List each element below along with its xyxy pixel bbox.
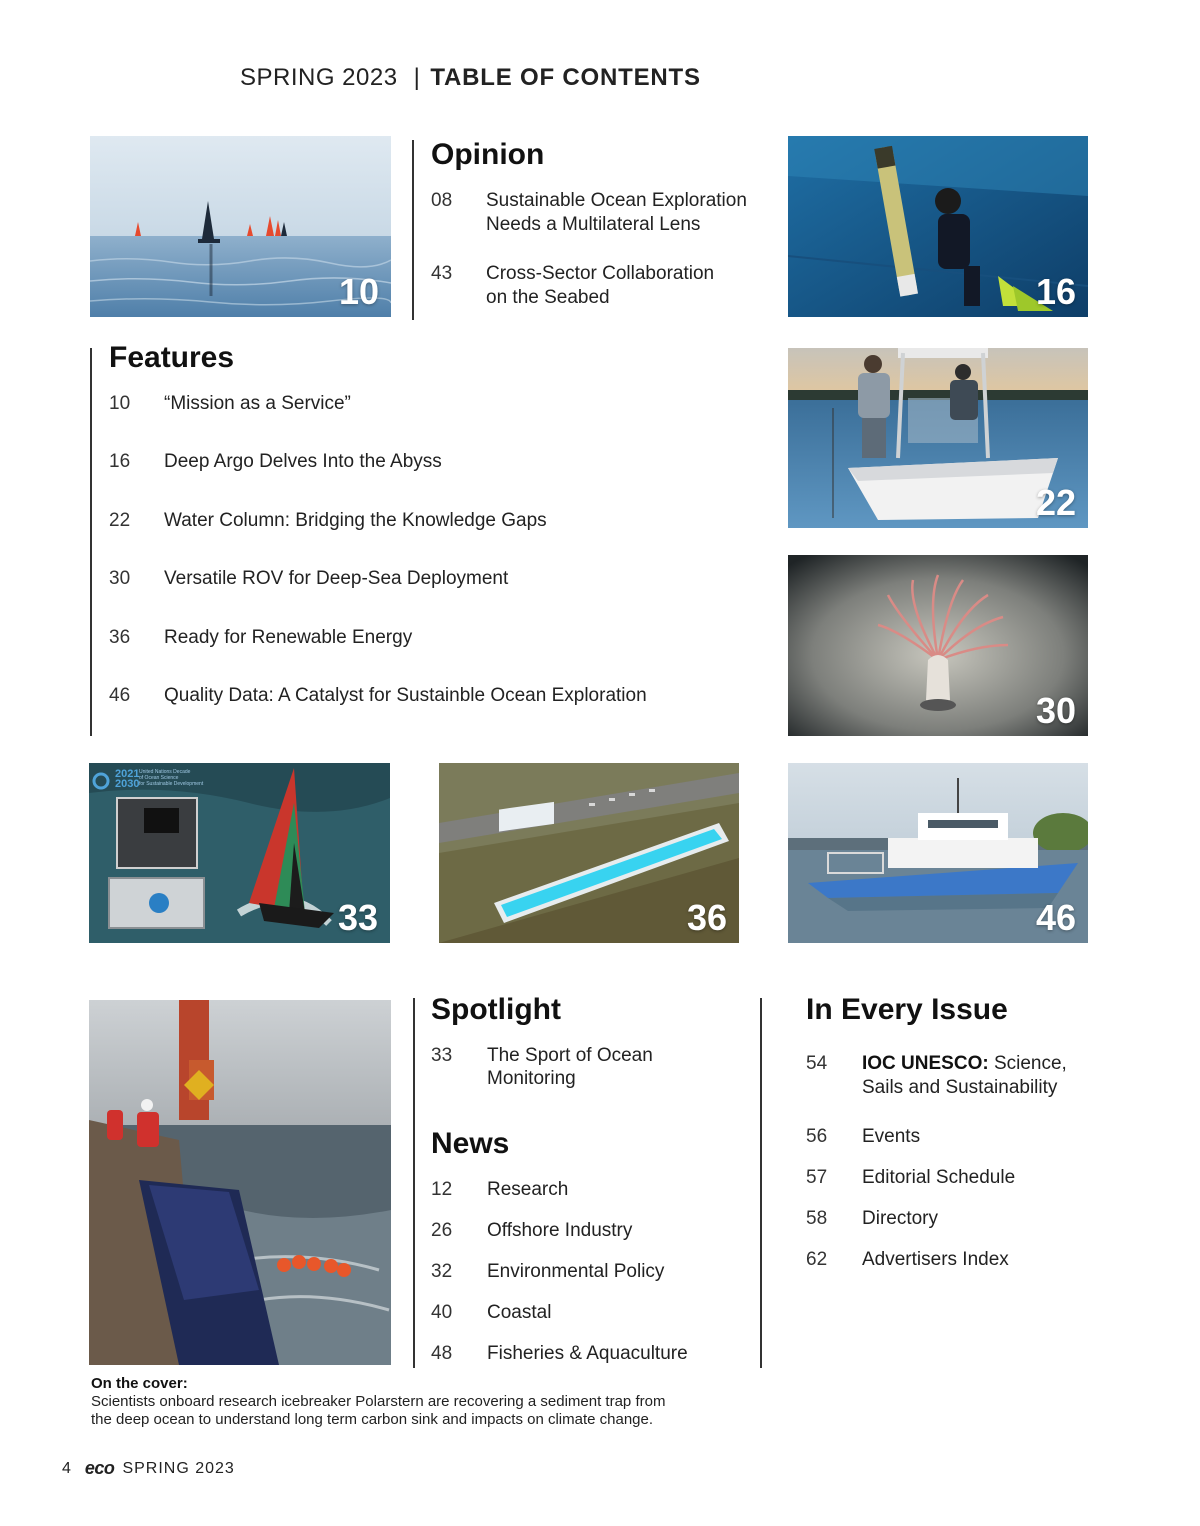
entry-page: 62 <box>806 1249 828 1270</box>
photo-race-sailboat <box>89 763 390 943</box>
entry-title: Offshore Industry <box>487 1220 633 1241</box>
entry-page: 10 <box>109 393 131 414</box>
opinion-title: Opinion <box>431 138 545 171</box>
feature-entry[interactable] <box>109 392 749 416</box>
entry-page: 46 <box>109 685 131 706</box>
news-entry[interactable] <box>431 1219 751 1243</box>
entry-title-line: Monitoring <box>487 1068 576 1089</box>
entry-page: 54 <box>806 1053 828 1074</box>
entry-title: Directory <box>862 1208 939 1229</box>
cover-caption-text: Scientists onboard research icebreaker Polarstern are recovering a sediment trap from <box>91 1393 666 1410</box>
entry-page: 43 <box>431 263 453 284</box>
entry-page: 56 <box>806 1126 828 1147</box>
photo-cover-polarstern <box>89 1000 391 1365</box>
entry-title: “Mission as a Service” <box>164 393 351 414</box>
photo-sail-drones <box>90 136 391 317</box>
photo-test-tank <box>439 763 739 943</box>
every-issue-entry[interactable] <box>806 1125 1096 1149</box>
news-entry[interactable] <box>431 1301 751 1325</box>
photo-page-number: 16 <box>1035 271 1076 312</box>
feature-entry[interactable] <box>109 684 749 708</box>
news-entry[interactable] <box>431 1260 751 1284</box>
news-title: News <box>431 1127 510 1160</box>
photo-page-number: 36 <box>686 897 727 938</box>
entry-page: 57 <box>806 1167 828 1188</box>
entry-title: Quality Data: A Catalyst for Sustainble Ocean Exploration <box>164 685 647 706</box>
entry-title: Deep Argo Delves Into the Abyss <box>164 451 442 472</box>
entry-title: Water Column: Bridging the Knowledge Gaps <box>164 510 547 531</box>
entry-page: 36 <box>109 627 131 648</box>
photo-page-number: 30 <box>1035 690 1076 731</box>
photo-diver <box>788 136 1088 317</box>
decade-logo-text: United Nations Decade <box>139 769 191 775</box>
entry-page: 48 <box>431 1343 453 1364</box>
entry-title-line: The Sport of Ocean <box>487 1045 653 1066</box>
footer-issue: SPRING 2023 <box>122 1459 235 1477</box>
photo-page-number: 33 <box>337 897 378 938</box>
opinion-divider <box>412 140 414 320</box>
decade-logo-text: for Sustainable Development <box>139 781 204 787</box>
photo-page-number: 22 <box>1035 482 1076 523</box>
entry-page: 32 <box>431 1261 453 1282</box>
header-title: TABLE OF CONTENTS <box>430 64 701 91</box>
every-issue-entry[interactable] <box>806 1052 1096 1102</box>
every-issue-entry[interactable] <box>806 1207 1096 1231</box>
feature-entry[interactable] <box>109 626 749 650</box>
photo-anemone <box>788 555 1088 736</box>
cover-caption-label: On the cover: <box>91 1375 188 1392</box>
spotlight-title: Spotlight <box>431 993 561 1026</box>
entry-title: Editorial Schedule <box>862 1167 1016 1188</box>
entry-page: 40 <box>431 1302 453 1323</box>
photo-research-boat <box>788 348 1088 528</box>
features-divider <box>90 348 92 736</box>
page-footer <box>62 1458 235 1479</box>
decade-logo-text: of Ocean Science <box>139 775 179 781</box>
every-issue-entry[interactable] <box>806 1166 1096 1190</box>
feature-entry[interactable] <box>109 450 749 474</box>
features-title: Features <box>109 341 235 374</box>
eco-logo: eco <box>84 1458 115 1478</box>
entry-title-line: Science, <box>988 1053 1067 1074</box>
entry-title: Versatile ROV for Deep-Sea Deployment <box>164 568 509 589</box>
footer-page-number: 4 <box>62 1459 71 1477</box>
cover-caption <box>91 1375 665 1429</box>
entry-title: Fisheries & Aquaculture <box>487 1343 688 1364</box>
entry-title: Research <box>487 1179 569 1200</box>
entry-page: 30 <box>109 568 131 589</box>
opinion-entry[interactable] <box>431 262 771 312</box>
page-header <box>240 64 701 92</box>
cover-caption-text: the deep ocean to understand long term carbon sink and impacts on climate change. <box>91 1411 654 1428</box>
entry-page: 12 <box>431 1179 453 1200</box>
header-separator: | <box>413 64 421 91</box>
entry-title-line: Needs a Multilateral Lens <box>486 214 701 235</box>
decade-logo-year: 2021 <box>115 768 140 780</box>
entry-title: Coastal <box>487 1302 552 1323</box>
entry-title-line: Cross-Sector Collaboration <box>486 263 715 284</box>
entry-page: 58 <box>806 1208 828 1229</box>
entry-page: 33 <box>431 1045 453 1066</box>
header-issue: SPRING 2023 <box>240 64 398 91</box>
every-issue-entry[interactable] <box>806 1248 1096 1272</box>
news-entry[interactable] <box>431 1178 751 1202</box>
entry-title: Events <box>862 1126 921 1147</box>
entry-page: 22 <box>109 510 131 531</box>
every-issue-title: In Every Issue <box>806 993 1008 1026</box>
decade-logo-year: 2030 <box>115 778 140 790</box>
entry-page: 26 <box>431 1220 453 1241</box>
entry-title-bold: IOC UNESCO: <box>862 1053 989 1074</box>
spotlight-news-divider <box>413 998 415 1368</box>
entry-title: Environmental Policy <box>487 1261 665 1282</box>
entry-title-line: Sustainable Ocean Exploration <box>486 190 747 211</box>
entry-page: 08 <box>431 190 453 211</box>
every-issue-divider <box>760 998 762 1368</box>
photo-page-number: 46 <box>1035 897 1076 938</box>
entry-title-line: Sails and Sustainability <box>862 1077 1058 1098</box>
spotlight-entry[interactable] <box>431 1044 751 1094</box>
entry-title-line: on the Seabed <box>486 287 610 308</box>
news-entry[interactable] <box>431 1342 751 1366</box>
entry-title: Advertisers Index <box>862 1249 1009 1270</box>
photo-research-vessel <box>788 763 1088 943</box>
cover-polarstern-image <box>89 1000 391 1365</box>
entry-title: Ready for Renewable Energy <box>164 627 413 648</box>
photo-page-number: 10 <box>338 271 379 312</box>
opinion-entry[interactable] <box>431 189 771 239</box>
feature-entry[interactable] <box>109 567 749 591</box>
feature-entry[interactable] <box>109 509 749 533</box>
entry-page: 16 <box>109 451 131 472</box>
